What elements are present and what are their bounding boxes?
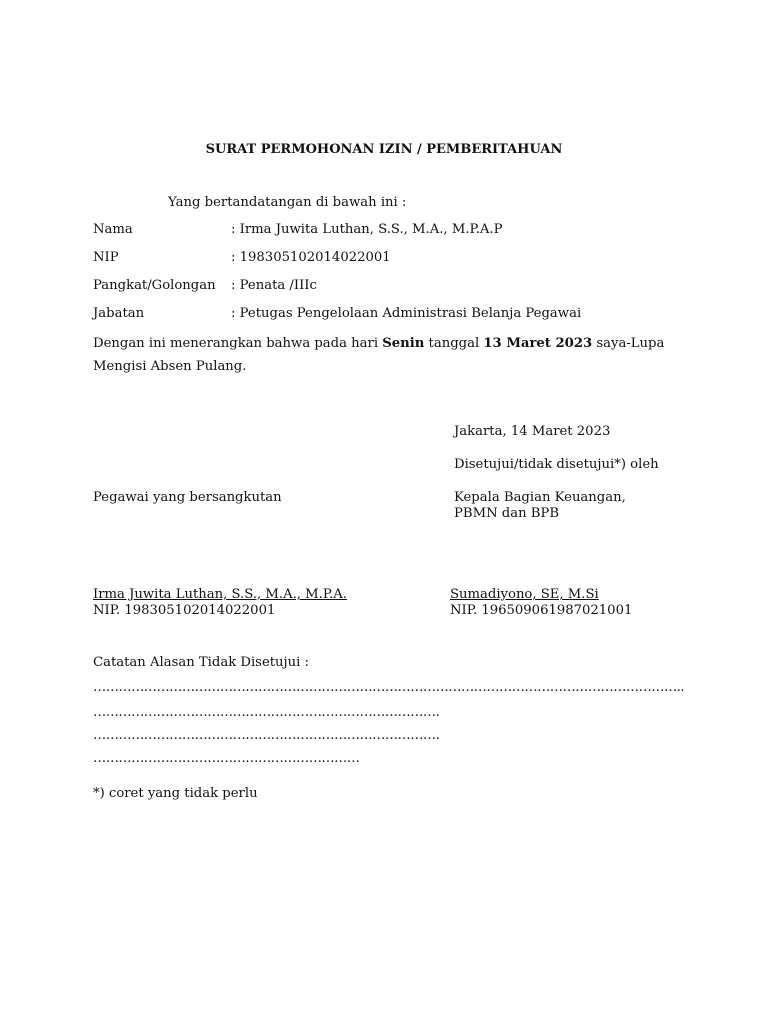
left-signer-name: Irma Juwita Luthan, S.S., M.A., M.P.A. [93, 587, 347, 602]
right-signer-nip: NIP. 196509061987021001 [450, 603, 633, 618]
notes-line-4: ……………………………………………………… [93, 751, 360, 766]
field-value-jabatan: : Petugas Pengelolaan Administrasi Belanja Pegawai [231, 306, 582, 321]
footnote: *) coret yang tidak perlu [93, 786, 258, 801]
field-label-pangkat: Pangkat/Golongan [93, 278, 216, 293]
approval-text: Disetujui/tidak disetujui*) oleh [454, 457, 659, 472]
field-value-pangkat: : Penata /IIIc [231, 278, 317, 293]
statement-day: Senin [382, 336, 425, 351]
statement-paragraph [93, 333, 703, 378]
place-date: Jakarta, 14 Maret 2023 [454, 424, 611, 439]
field-value-nama: : Irma Juwita Luthan, S.S., M.A., M.P.A.P [231, 222, 503, 237]
statement-part2: tanggal [424, 336, 484, 351]
notes-line-2: ………………………………………………………………………. [93, 705, 440, 720]
letter-title: SURAT PERMOHONAN IZIN / PEMBERITAHUAN [205, 142, 563, 157]
intro-text: Yang bertandatangan di bawah ini : [168, 195, 407, 210]
field-value-nip: : 198305102014022001 [231, 250, 391, 265]
field-label-jabatan: Jabatan [93, 306, 145, 321]
statement-part3: saya-Lupa Mengisi Absen Pulang. [93, 336, 665, 374]
left-signer-nip: NIP. 198305102014022001 [93, 603, 276, 618]
statement-part1: Dengan ini menerangkan bahwa pada hari [93, 336, 383, 351]
notes-line-3: ………………………………………………………………………. [93, 728, 440, 743]
right-signer-role-line2: PBMN dan BPB [454, 506, 560, 521]
field-label-nip: NIP [93, 250, 119, 265]
right-signer-name: Sumadiyono, SE, M.Si [450, 587, 599, 602]
notes-label: Catatan Alasan Tidak Disetujui : [93, 655, 309, 670]
left-signer-role: Pegawai yang bersangkutan [93, 490, 282, 505]
field-label-nama: Nama [93, 222, 133, 237]
right-signer-role-line1: Kepala Bagian Keuangan, [454, 490, 626, 505]
statement-date: 13 Maret 2023 [483, 336, 593, 351]
notes-line-1: ………………………………………………………………………………………………………………………….. [93, 680, 685, 695]
